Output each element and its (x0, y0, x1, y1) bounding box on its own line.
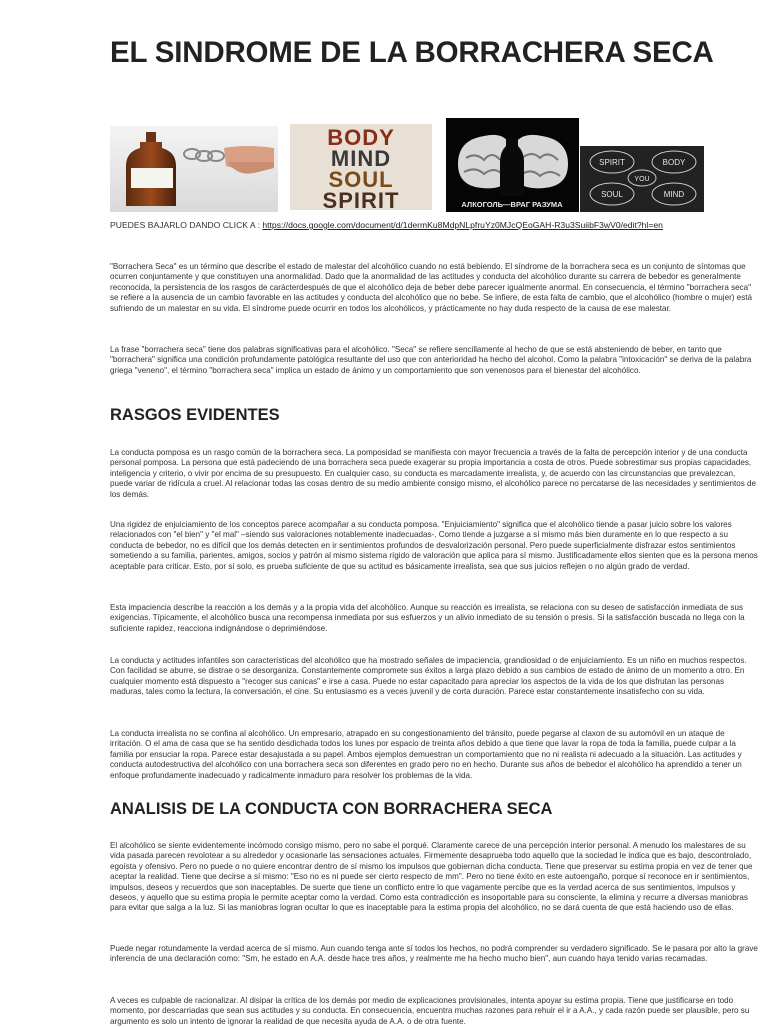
image-word-body-2: BODY (662, 158, 686, 167)
image-word-body: BODY (327, 125, 395, 150)
image-word-mind: MIND (330, 146, 392, 171)
image-caption-alcohol: АЛКОГОЛЬ—ВРАГ РАЗУМА (461, 200, 563, 209)
body-paragraph: La conducta pomposa es un rasgo común de la borrachera seca. La pomposidad se manifiesta con mayor frecuencia a través de la falta de percepción interior y de una conducta personal pomposa. La persona que está padeciendo de una borrachera seca puede exagerar su propia importancia a costa de otros. Puede sobrestimar sus propias capacidades, inteligencia y criterio, o vivir por encima de su presupuesto. En cualquier caso, su conducta es marcadamente irrealista, y, de acuerdo con las circunstancias que prevalezcan, puede variar de ridícula a cruel. Al relacionar todas las cosas dentro de su medio ambiente consigo mismo, el alcohólico parece no percatarse de las necesidades y sentimientos de los demás. (110, 448, 757, 499)
download-line (110, 220, 663, 230)
body-paragraph: Esta impaciencia describe la reacción a los demás y a la propia vida del alcohólico. Aunque su reacción es irrealista, se relaciona con su deseo de satisfacción inmediata de sus exigencias. Típicamente, el alcohólico busca una recompensa inmediata por sus esfuerzos y un alivio inmediato de su tensión o presis. Si la satisfacción buscada no llega con la suficiente rapidez, reacciona indignándose o deprimiéndose. (110, 603, 745, 633)
body-paragraph: El alcohólico se siente evidentemente incómodo consigo mismo, pero no sabe el porqué. Claramente carece de una percepción interior personal. A menudo los malestares de su vida pasada parecen revolotear a su alrededor y ocasionarle las sensaciones actuales. Firmemente desaprueba todo aquello que la sociedad le indica que es bajo, descontrolado, egoísta y ofensivo. Pero no puede o no quiere encontrar dentro de sí mismo los impulsos que gobiernan dicha conducta. Tiene que preservar su estima propia en vez de tener que aceptar la realidad. Tiene que decirse a sí mismo: "Eso no es ni puede ser cierto respecto de mm". Pero no tiene éxito en este autoengaño, porque sí reconoce en ir sentimientos, impulsos, deseos y recuerdos que son inaceptables. De suerte que tiene un conflicto entre lo que vagamente percibe que es la verdad acerca de sus sentimientos, impulsos y deseos, y aquello que su estima propia le permite aceptar como la verdad. Como esta contradicción es insoportable para su consciente, la elimina y recurre a diversas maniobras para evitar que salga a la luz. Si las maniobras logran ocultar lo que es inaceptable para la estima propia del alcohólico, no se dará cuenta de que está haciendo uso de ellas. (110, 841, 753, 913)
image-word-soul-2: SOUL (601, 190, 623, 199)
body-mind-soul-spirit-image (290, 124, 432, 210)
body-paragraph: Puede negar rotundamente la verdad acerca de sí mismo. Aun cuando tenga ante sí todos los hechos, no podrá comprender su verdadero significado. Se le pasara por alto la grave inferencia de una declaración como: "Sm, he estado en A.A. desde hace tres años, y realmente me ha hecho mucho bien", aun cuando haya tenido varias recamadas. (110, 944, 758, 964)
body-paragraph: Una rigidez de enjuiciamiento de los conceptos parece acompañar a su conducta pomposa. "Enjuiciamiento" significa que el alcohólico tiende a pasar juicio sobre los valores relacionados con "el bien" y "el mal" –siendo sus valoraciones notablemente inadecuadas-. Como tiende a juzgarse a sí mismo más bien duramente en lo que respecto a su conducta de bebedor, no es difícil que los demás detecten en ir sentimientos profundos de desvalorización personal. Pero puede superficialmente disfrazar estos sentimientos sometiendo a su familia, parientes, amigos, socios y patrón al mismo sistema rígido de valoración que aplica para sí mismo. Justificadamente ellos sienten que es la persona menos aceptable para criticar. Esto, por sí solo, es prueba suficiente de que su actitud es básicamente irrealista, sea que sus juicios reflejen o no algún grado de verdad. (110, 520, 758, 571)
image-word-you: YOU (634, 176, 650, 183)
spirit-body-soul-mind-image (580, 146, 704, 212)
alcohol-brain-image (446, 118, 579, 212)
body-paragraph: A veces es culpable de racionalizar. Al disipar la crítica de los demás por medio de explicaciones provisionales, intenta apoyar su estima propia. Tiene que justificarse en todo momento, por descarriadas que sean sus actitudes y su conducta. En consecuencia, encuentra muchas razones para rehuir el ir a A.A., y cada razón puede ser plausible, pero su argumento es solo un intento de ignorar la realidad de que necesita ayuda de A.A. o de otra fuente. (110, 996, 750, 1026)
section-heading: ANALISIS DE LA CONDUCTA CON BORRACHERA SECA (110, 800, 553, 818)
page-title: EL SINDROME DE LA BORRACHERA SECA (110, 36, 714, 69)
image-word-soul: SOUL (328, 167, 394, 192)
image-word-mind-2: MIND (663, 190, 685, 199)
section-heading: RASGOS EVIDENTES (110, 406, 280, 424)
download-link[interactable]: https://docs.google.com/document/d/1dermKu8MdpNLpfruYz0MJcQEoGAH-R3u3SuiibF3wV0/edit?hl=en (262, 220, 663, 230)
bottle-handcuff-image (110, 126, 278, 212)
body-paragraph: La conducta irrealista no se confina al alcohólico. Un empresario, atrapado en su congestionamiento del tránsito, puede pegarse al claxon de su automóvil en un ataque de irritación. O el ama de casa que se ha sentido desdichada todos los lunes por espacio de treinta años debido a que tiene que lavar la ropa de toda la familia, puede culpar a la familia por ensuciar la ropa. Parece estar desajustada a su papel. Ambos ejemplos demuestran un comportamiento que no ni realista ni adecuado a la situación. Las actitudes y conducta autodestructiva del alcohólico con una borrachera seca son diferentes en grado pero no en hecho. Durante sus años de bebedor el alcohólico ha aprendido a tener un enfoque profundamente inadecuado y radicalmente inmaduro para resolver los problemas de la vida. (110, 729, 742, 780)
download-label: PUEDES BAJARLO DANDO CLICK A : (110, 220, 260, 230)
intro-paragraph: "Borrachera Seca" es un término que describe el estado de malestar del alcohólico cuando no está bebiendo. El síndrome de la borrachera seca es un conjunto de síntomas que ocurren conjuntamente y que constituyen una anormalidad. Dado que la anormalidad de las actitudes y conducta del alcohólico durante su carrera de bebedor es generalmente reconocida, la persistencia de los rasgos de carácterdespués de que el alcohólico deja de beber debe parecer igualmente anormal. En consecuencia, el término "borrachera seca" se refiere a la ausencia de un cambio favorable en las actitudes y conducta del alcohólico que no bebe. Se infiere, de esta falta de cambio, que el alcohólico (hombre o mujer) está sufriendo de un malestar en su vida. El síndrome puede ocurrir en todos los alcohólicos, y prácticamente no hay duda respecto de la causa de ese malestar. (110, 262, 753, 313)
image-word-spirit-2: SPIRIT (599, 158, 625, 167)
image-word-spirit: SPIRIT (322, 188, 400, 210)
body-paragraph: La conducta y actitudes infantiles son características del alcohólico que ha mostrado señales de impaciencia, grandiosidad o de enjuiciamiento. Es un niño en muchos respectos. Con facilidad se aburre, se distrae o se desorganiza. Constantemente compromete sus éxitos a larga plazo debido a sus cambios de estado de ánimo de un momento a otro. En cualquier momento está dispuesto a "recoger sus canicas" e irse a casa. Puede no estar capacitado para apreciar los aspectos de la vida de los que disfrutan las personas maduras, tales como la lectura, la conversación, el cine. Su entusiasmo es a veces juvenil y de corta duración. Parece estar constantemente insatisfecho con su vida. (110, 656, 747, 697)
intro-paragraph: La frase "borrachera seca" tiene dos palabras significativas para el alcohólico. "Seca" se refiere sencillamente al hecho de que se está absteniendo de beber, en tanto que "borrachera" significa una condición profundamente patológica resultante del uso que con anterioridad ha hecho del alcohol. Como la palabra "intoxicación" se deriva de la palabra griega "veneno", el término "borrachera seca" implica un estado de ánimo y un comportamiento que son venenosos para el bienestar del alcohólico. (110, 345, 752, 375)
